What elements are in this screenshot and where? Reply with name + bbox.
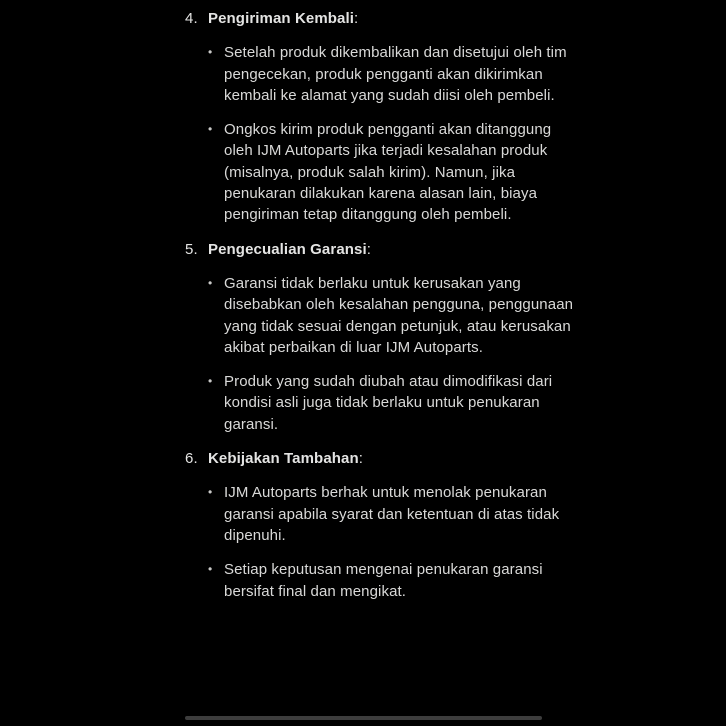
bullet-list bbox=[185, 482, 577, 601]
section-heading bbox=[185, 239, 577, 260]
section-title-text: Kebijakan Tambahan bbox=[208, 450, 359, 468]
list-item bbox=[208, 119, 577, 225]
section-title-colon: : bbox=[358, 450, 364, 468]
bullet-text: Setiap keputusan mengenai penukaran garansi bersifat final dan mengikat. bbox=[224, 561, 543, 600]
bullet-text: Garansi tidak berlaku untuk kerusakan yang disebabkan oleh kesalahan pengguna, penggunaan yang tidak sesuai dengan petunjuk, atau kerusakan akibat perbaikan di luar IJM Autoparts. bbox=[224, 274, 574, 356]
section-title bbox=[208, 8, 358, 29]
home-indicator-bar bbox=[185, 716, 542, 720]
bullet-icon: • bbox=[208, 485, 213, 500]
bullet-icon: • bbox=[208, 45, 213, 60]
bullet-icon: • bbox=[208, 275, 213, 290]
bullet-icon: • bbox=[208, 562, 213, 577]
policy-section-6 bbox=[185, 448, 577, 602]
bullet-text: Setelah produk dikembalikan dan disetujui oleh tim pengecekan, produk pengganti akan dikirimkan kembali ke alamat yang sudah diisi oleh pembeli. bbox=[224, 44, 567, 104]
section-title-colon: : bbox=[354, 10, 359, 27]
list-item bbox=[208, 273, 577, 358]
bullet-text: Produk yang sudah diubah atau dimodifikasi dari kondisi asli juga tidak berlaku untuk penukaran garansi. bbox=[224, 373, 553, 433]
bullet-text: Ongkos kirim produk pengganti akan ditanggung oleh IJM Autoparts jika terjadi kesalahan produk (misalnya, produk salah kirim). Namun, jika penukaran dilakukan karena alasan lain, biaya pengiriman tetap ditanggung oleh pembeli. bbox=[224, 121, 552, 224]
section-heading bbox=[185, 8, 577, 29]
policy-section-4 bbox=[185, 8, 577, 226]
bullet-icon: • bbox=[208, 122, 213, 137]
bullet-list bbox=[185, 42, 577, 225]
section-heading bbox=[185, 448, 577, 469]
list-item bbox=[208, 371, 577, 435]
list-item bbox=[208, 42, 577, 106]
section-number: 5. bbox=[185, 240, 198, 258]
bullet-list bbox=[185, 273, 577, 435]
section-title-text: Pengiriman Kembali bbox=[208, 10, 355, 27]
bullet-text: IJM Autoparts berhak untuk menolak penukaran garansi apabila syarat dan ketentuan di atas tidak dipenuhi. bbox=[224, 484, 560, 544]
policy-document bbox=[185, 8, 577, 615]
section-title bbox=[208, 448, 363, 469]
policy-section-5 bbox=[185, 239, 577, 435]
section-number: 6. bbox=[185, 450, 198, 468]
list-item bbox=[208, 559, 577, 602]
section-title bbox=[208, 239, 371, 260]
list-item bbox=[208, 482, 577, 546]
section-title-colon: : bbox=[366, 240, 372, 258]
section-title-text: Pengecualian Garansi bbox=[208, 240, 367, 258]
bullet-icon: • bbox=[208, 374, 213, 389]
section-number: 4. bbox=[185, 10, 198, 27]
